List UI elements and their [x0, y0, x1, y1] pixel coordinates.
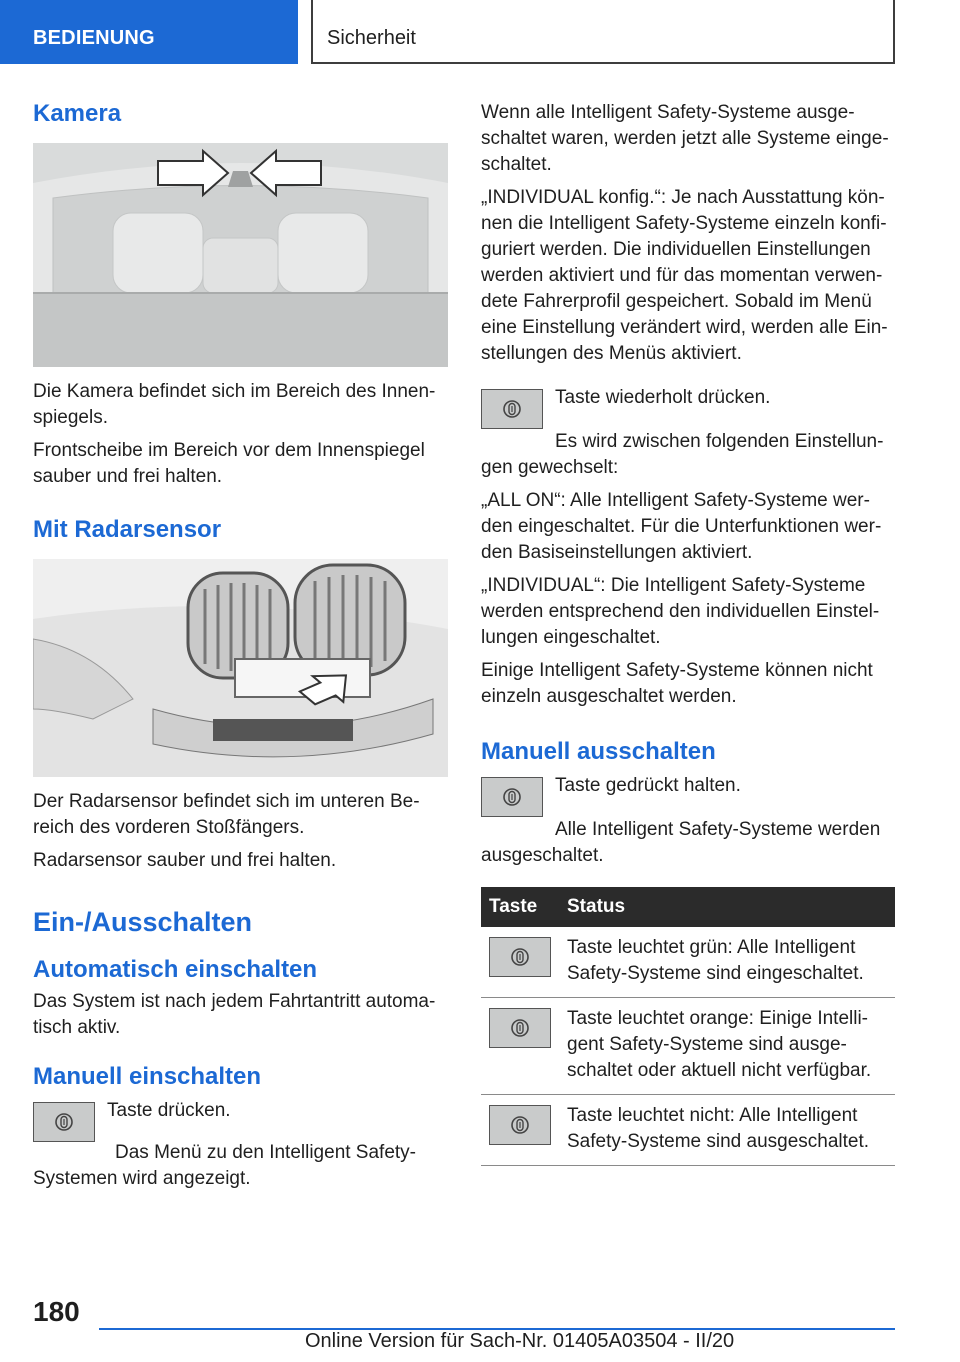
table-status-cell: Taste leuchtet orange: Einige Intelli-gent Safety-Systeme sind ausge-schaltet oder aktuell nicht verfügbar.	[559, 997, 895, 1094]
status-table	[481, 887, 895, 1166]
kamera-text-1: Die Kamera befindet sich im Bereich des Innen-spiegels.	[33, 380, 436, 428]
radar-text-2: Radarsensor sauber und frei halten.	[33, 849, 337, 871]
safety-button-orange-icon	[489, 1008, 551, 1048]
kamera-heading: Kamera	[33, 100, 122, 127]
radar-bumper-image	[33, 559, 448, 777]
manual-off-step-row	[481, 773, 897, 817]
all-on-text: „ALL ON“: Alle Intelligent Safety-Systeme wer-den eingeschaltet. Für die Unterfunktionen wer-den Basiseinstellungen aktiviert.	[481, 490, 882, 563]
footer-version-text: Online Version für Sach-Nr. 01405A03504 - II/20	[305, 1330, 735, 1352]
header-topic: Sicherheit	[311, 0, 895, 64]
table-status-cell: Taste leuchtet nicht: Alle Intelligent Safety-Systeme sind ausgeschaltet.	[559, 1094, 895, 1165]
camera-interior-image	[33, 143, 448, 367]
right-text-2: „INDIVIDUAL konfig.“: Je nach Ausstattung kön-nen die Intelligent Safety-Systeme einzeln konfi-guriert werden. Die individuellen Einstellungen werden aktiviert und für das momentan verwen-dete Fahrerprofil gespeichert. Sobald im Menü eine Einstellung verändert wird, werden alle Ein-stellungen des Menüs aktiviert.	[481, 187, 888, 364]
right-column	[481, 100, 897, 1166]
individual-text: „INDIVIDUAL“: Die Intelligent Safety-Systeme werden entsprechend den individuellen Einstel-lungen eingeschaltet.	[481, 575, 880, 648]
table-header-key: Taste	[481, 887, 559, 927]
ein-aus-heading: Ein-/Ausschalten	[33, 906, 253, 937]
header-section-tab: BEDIENUNG	[0, 0, 298, 64]
table-row	[481, 1094, 895, 1165]
right-text-1: Wenn alle Intelligent Safety-Systeme ausge-schaltet waren, werden jetzt alle Systeme einge-schaltet.	[481, 102, 889, 175]
safety-button-icon	[481, 777, 543, 817]
auto-on-text: Das System ist nach jedem Fahrtantritt automa-tisch aktiv.	[33, 990, 436, 1038]
page-number: 180	[33, 1296, 80, 1327]
table-status-cell: Taste leuchtet grün: Alle Intelligent Safety-Systeme sind eingeschaltet.	[559, 927, 895, 998]
repeat-result: Es wird zwischen folgenden Einstellun-gen gewechselt:	[481, 431, 884, 478]
repeat-step-row	[481, 385, 897, 429]
radar-text-1: Der Radarsensor befindet sich im unteren Be-reich des vorderen Stoßfängers.	[33, 790, 420, 838]
auto-on-heading: Automatisch einschalten	[33, 955, 318, 983]
left-column	[33, 100, 449, 1199]
table-row	[481, 997, 895, 1094]
table-header-status: Status	[559, 887, 895, 927]
manual-off-step: Taste gedrückt halten.	[555, 774, 741, 796]
radar-heading: Mit Radarsensor	[33, 515, 222, 543]
note-text: Einige Intelligent Safety-Systeme können nicht einzeln ausgeschaltet werden.	[481, 660, 873, 707]
safety-button-off-icon	[489, 1105, 551, 1145]
repeat-step: Taste wiederholt drücken.	[555, 387, 771, 408]
safety-button-icon	[33, 1102, 95, 1142]
safety-button-icon	[481, 389, 543, 429]
safety-button-green-icon	[489, 937, 551, 977]
manual-on-result: Das Menü zu den Intelligent Safety-Systemen wird angezeigt.	[33, 1141, 417, 1189]
manual-off-heading: Manuell ausschalten	[481, 738, 716, 765]
kamera-text-2: Frontscheibe im Bereich vor dem Innenspiegel sauber und frei halten.	[33, 439, 425, 487]
manual-on-step-row	[33, 1098, 449, 1142]
manual-on-step: Taste drücken.	[107, 1099, 231, 1121]
table-row	[481, 927, 895, 998]
manual-off-result: Alle Intelligent Safety-Systeme werden ausgeschaltet.	[481, 818, 881, 866]
manual-on-heading: Manuell einschalten	[33, 1062, 262, 1090]
